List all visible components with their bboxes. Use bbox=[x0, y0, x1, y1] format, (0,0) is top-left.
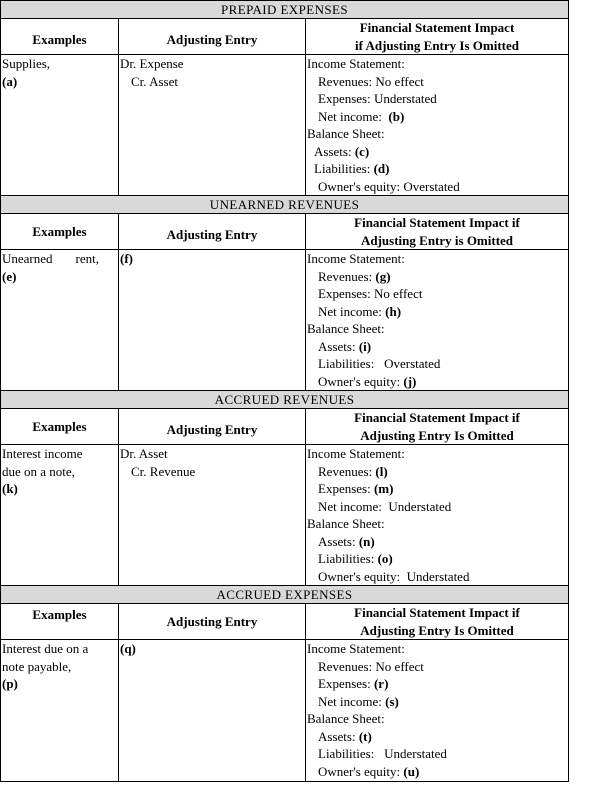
revenues-label: Revenues: bbox=[318, 658, 373, 674]
net-income-label: Net income: bbox=[318, 693, 382, 709]
net-income-line bbox=[307, 303, 567, 321]
section-title: UNEARNED REVENUES bbox=[1, 196, 569, 214]
header-row bbox=[1, 19, 569, 55]
net-income-label: Net income: bbox=[318, 303, 382, 319]
net-income-value: Understated bbox=[388, 498, 452, 514]
section-title-row bbox=[1, 196, 569, 214]
impact-header-line: Adjusting Entry Is Omitted bbox=[360, 427, 514, 443]
expenses-line bbox=[307, 480, 567, 498]
example-text: Interest due on a bbox=[2, 641, 89, 656]
example-cell bbox=[1, 250, 119, 391]
section-body-row bbox=[1, 445, 569, 586]
example-label: (k) bbox=[2, 481, 18, 496]
section-body-row bbox=[1, 250, 569, 391]
impact-header-line: Adjusting Entry is Omitted bbox=[360, 232, 514, 248]
net-income-label: Net income: bbox=[318, 108, 382, 124]
col-header-impact bbox=[306, 409, 569, 445]
assets-line bbox=[307, 533, 567, 551]
revenues-value: No effect bbox=[375, 658, 424, 674]
owners-equity-value: Understated bbox=[406, 568, 470, 584]
section-title: ACCRUED REVENUES bbox=[1, 391, 569, 409]
assets-label: Assets: bbox=[318, 728, 356, 744]
header-row bbox=[1, 214, 569, 250]
owners-equity-line bbox=[307, 373, 567, 391]
credit-line: Cr. Revenue bbox=[131, 463, 196, 479]
liabilities-line bbox=[307, 160, 567, 178]
assets-label: Assets: bbox=[318, 338, 356, 354]
assets-label: Assets: bbox=[314, 143, 352, 159]
example-label: (e) bbox=[2, 268, 17, 284]
expenses-value: Understated bbox=[373, 91, 437, 106]
revenues-label: Revenues: bbox=[318, 463, 373, 479]
owners-equity-line bbox=[307, 763, 567, 781]
owners-equity-label: Owner's equity: bbox=[318, 373, 401, 389]
expenses-line bbox=[307, 90, 567, 108]
income-statement-heading: Income Statement: bbox=[307, 446, 405, 461]
col-header-examples: Examples bbox=[1, 214, 119, 250]
revenues-line bbox=[307, 463, 567, 481]
liabilities-value: (o) bbox=[377, 551, 393, 566]
net-income-line bbox=[307, 693, 567, 711]
expenses-line bbox=[307, 675, 567, 693]
example-word: rent, bbox=[75, 251, 99, 266]
col-header-examples: Examples bbox=[1, 604, 119, 640]
col-header-adjusting-entry: Adjusting Entry bbox=[119, 19, 306, 55]
liabilities-label: Liabilities: bbox=[318, 356, 375, 371]
owners-equity-value: Overstated bbox=[403, 178, 460, 194]
owners-equity-line bbox=[307, 178, 567, 196]
liabilities-label: Liabilities: bbox=[314, 161, 371, 176]
income-statement-heading: Income Statement: bbox=[307, 251, 405, 266]
owners-equity-label: Owner's equity: bbox=[318, 178, 401, 194]
liabilities-line bbox=[307, 550, 567, 568]
col-header-examples: Examples bbox=[1, 19, 119, 55]
balance-sheet-heading: Balance Sheet: bbox=[307, 321, 385, 336]
example-text: Interest income bbox=[2, 446, 83, 461]
balance-sheet-heading: Balance Sheet: bbox=[307, 126, 385, 141]
impact-header-line: if Adjusting Entry Is Omitted bbox=[355, 37, 519, 53]
entry-cell bbox=[119, 445, 306, 586]
example-cell bbox=[1, 640, 119, 782]
net-income-line bbox=[307, 108, 567, 126]
income-statement-heading: Income Statement: bbox=[307, 56, 405, 71]
section-title: ACCRUED EXPENSES bbox=[1, 586, 569, 604]
example-cell bbox=[1, 445, 119, 586]
entry-cell bbox=[119, 250, 306, 391]
expenses-label: Expenses: bbox=[318, 676, 371, 691]
entry-cell bbox=[119, 640, 306, 782]
income-statement-heading: Income Statement: bbox=[307, 641, 405, 656]
impact-header-line: Financial Statement Impact if bbox=[354, 410, 520, 425]
revenues-value: (g) bbox=[375, 268, 391, 284]
liabilities-value: (d) bbox=[373, 161, 390, 176]
revenues-line bbox=[307, 658, 567, 676]
balance-sheet-heading: Balance Sheet: bbox=[307, 516, 385, 531]
balance-sheet-heading: Balance Sheet: bbox=[307, 711, 385, 726]
expenses-value: (r) bbox=[373, 676, 389, 691]
section-title: PREPAID EXPENSES bbox=[1, 1, 569, 19]
net-income-line bbox=[307, 498, 567, 516]
entry-label: (f) bbox=[120, 251, 133, 266]
credit-line: Cr. Asset bbox=[131, 73, 178, 89]
assets-line bbox=[307, 728, 567, 746]
impact-cell bbox=[306, 250, 569, 391]
assets-line bbox=[307, 338, 567, 356]
col-header-impact bbox=[306, 604, 569, 640]
liabilities-label: Liabilities: bbox=[318, 746, 375, 761]
liabilities-label: Liabilities: bbox=[318, 551, 375, 566]
owners-equity-value: (j) bbox=[403, 373, 417, 389]
impact-header-line: Adjusting Entry Is Omitted bbox=[360, 622, 514, 638]
revenues-value: No effect bbox=[375, 73, 424, 89]
revenues-label: Revenues: bbox=[318, 268, 373, 284]
example-word: Unearned bbox=[2, 251, 53, 266]
debit-line: Dr. Asset bbox=[120, 446, 168, 461]
col-header-adjusting-entry: Adjusting Entry bbox=[119, 214, 306, 250]
expenses-label: Expenses: bbox=[318, 286, 371, 301]
owners-equity-value: (u) bbox=[403, 763, 420, 779]
net-income-value: (s) bbox=[385, 693, 399, 709]
col-header-examples: Examples bbox=[1, 409, 119, 445]
assets-value: (n) bbox=[358, 533, 375, 549]
impact-cell bbox=[306, 640, 569, 782]
section-body-row bbox=[1, 640, 569, 782]
section-body-row bbox=[1, 55, 569, 196]
section-title-row bbox=[1, 1, 569, 19]
revenues-line bbox=[307, 73, 567, 91]
revenues-line bbox=[307, 268, 567, 286]
col-header-adjusting-entry: Adjusting Entry bbox=[119, 409, 306, 445]
net-income-label: Net income: bbox=[318, 498, 382, 514]
expenses-line bbox=[307, 285, 567, 303]
revenues-value: (l) bbox=[375, 463, 388, 479]
assets-value: (t) bbox=[358, 728, 372, 744]
section-title-row bbox=[1, 586, 569, 604]
liabilities-line bbox=[307, 745, 567, 763]
revenues-label: Revenues: bbox=[318, 73, 373, 89]
assets-label: Assets: bbox=[318, 533, 356, 549]
header-row bbox=[1, 604, 569, 640]
liabilities-value: Overstated bbox=[384, 356, 441, 371]
owners-equity-label: Owner's equity: bbox=[318, 763, 401, 779]
expenses-label: Expenses: bbox=[318, 481, 371, 496]
assets-value: (i) bbox=[358, 338, 372, 354]
assets-value: (c) bbox=[354, 143, 370, 159]
example-text: note payable, bbox=[2, 658, 72, 674]
liabilities-line bbox=[307, 355, 567, 373]
example-label: (p) bbox=[2, 676, 18, 691]
owners-equity-label: Owner's equity: bbox=[318, 568, 401, 584]
col-header-impact bbox=[306, 19, 569, 55]
expenses-label: Expenses: bbox=[318, 91, 371, 106]
col-header-impact bbox=[306, 214, 569, 250]
impact-cell bbox=[306, 55, 569, 196]
impact-header-line: Financial Statement Impact if bbox=[354, 605, 520, 620]
example-text bbox=[2, 250, 117, 268]
net-income-value: (h) bbox=[385, 303, 402, 319]
owners-equity-line bbox=[307, 568, 567, 586]
net-income-value: (b) bbox=[388, 108, 405, 124]
example-text: Supplies, bbox=[2, 56, 51, 71]
expenses-value: (m) bbox=[373, 481, 394, 496]
section-title-row bbox=[1, 391, 569, 409]
debit-line: Dr. Expense bbox=[120, 56, 184, 71]
example-label: (a) bbox=[2, 73, 18, 89]
header-row bbox=[1, 409, 569, 445]
assets-line bbox=[307, 143, 567, 161]
example-cell bbox=[1, 55, 119, 196]
example-text: due on a note, bbox=[2, 463, 75, 479]
col-header-adjusting-entry: Adjusting Entry bbox=[119, 604, 306, 640]
entry-cell bbox=[119, 55, 306, 196]
impact-cell bbox=[306, 445, 569, 586]
impact-header-line: Financial Statement Impact if bbox=[354, 215, 520, 230]
entry-label: (q) bbox=[120, 641, 136, 656]
expenses-value: No effect bbox=[373, 286, 423, 301]
liabilities-value: Understated bbox=[384, 746, 447, 761]
impact-header-line: Financial Statement Impact bbox=[359, 20, 515, 35]
